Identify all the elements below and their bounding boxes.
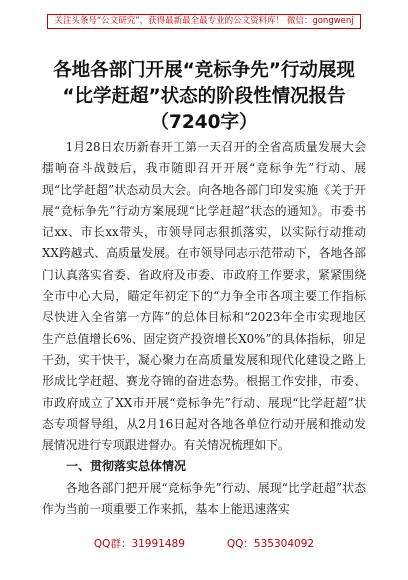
document-body: [42, 137, 366, 520]
title-word-count: （7240字）: [150, 112, 258, 133]
promo-banner: [0, 8, 408, 29]
document-title: [34, 58, 374, 136]
qq-contact-text: QQ：535304092: [226, 538, 315, 550]
section-heading: 一、贯彻落实总体情况: [66, 459, 187, 474]
title-line: 各地各部门开展“竞标争先”行动展现: [53, 60, 355, 81]
body-paragraph: 各地各部门把开展“竞标争先”行动、展现“比学赶超”状态作为当前一项重要工作来抓，基本上能迅速落实: [42, 480, 366, 517]
qq-group-text: QQ群：31991489: [93, 538, 185, 550]
contact-footer: [0, 537, 408, 551]
title-line: “比学赶超”状态的阶段性情况报告: [62, 86, 346, 107]
promo-banner-text: 关注头条号“公文研究”，获得最新最全最专业的公文资料库！ 微信：gongwenj: [47, 14, 360, 29]
body-paragraph: 1月28日农历新春开工第一天召开的全省高质量发展大会擂响奋斗战鼓后，我市随即召开开展“竞标争先”行动、展现“比学赶超”状态动员大会。向各地各部门印发实施《关于开展“竞标争先”行动方案展现“比学赶超”状态的通知》。市委书记xx、市长xx带头，市领导同志狠抓落实，以实际行动推动XX跨越式、高质量发展。在市领导同志示范带动下，各地各部门认真落实省委、省政府及市委、市政府工作要求，紧紧围绕全市中心大局，瞄定年初定下的“力争全市各项主要工作指标尽快进入全省第一方阵”的总体目标和“2023年全市实现地区生产总值增长6%、固定资产投资增长X0%”的具体指标，卯足干劲，实干快干，凝心聚力在高质量发展和现代化建设之路上形成比学赶超、赛龙夺锦的奋进态势。根据工作安排，市委、市政府成立了XX市开展“竞标争先”行动、展现“比学赶超”状态专项督导组，从2月16日起对各地各单位行动开展和推动发展情况进行专项跟进督办。有关情况梳理如下。: [42, 140, 366, 453]
